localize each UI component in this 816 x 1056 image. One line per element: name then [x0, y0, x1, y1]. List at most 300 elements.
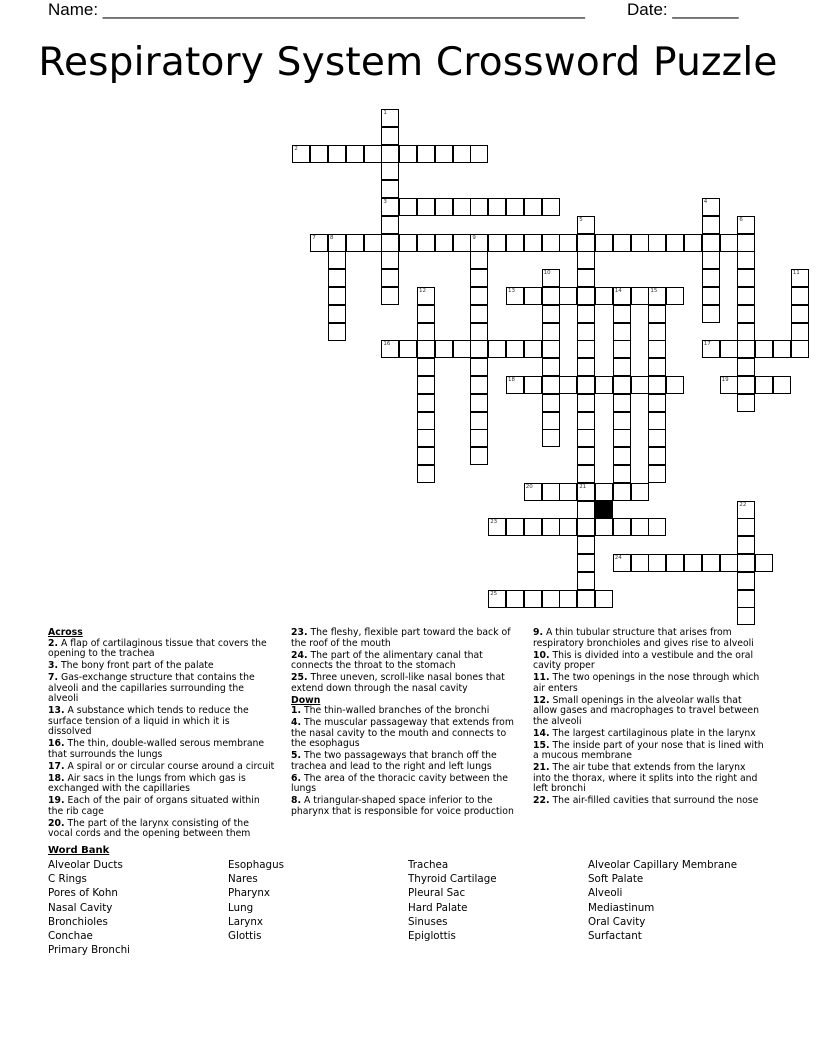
grid-cell[interactable]: [577, 536, 595, 554]
grid-cell[interactable]: [292, 145, 310, 163]
grid-cell[interactable]: [346, 145, 364, 163]
grid-cell[interactable]: [417, 198, 435, 216]
grid-cell[interactable]: [435, 340, 453, 358]
grid-cell[interactable]: [737, 269, 755, 287]
grid-cell[interactable]: [559, 518, 577, 536]
grid-cell[interactable]: [791, 323, 809, 341]
grid-cell[interactable]: [613, 287, 631, 305]
grid-cell[interactable]: [524, 518, 542, 536]
clue-number: 18: [508, 377, 515, 383]
grid-cell[interactable]: [613, 429, 631, 447]
grid-cell[interactable]: [506, 198, 524, 216]
grid-cell[interactable]: [381, 269, 399, 287]
grid-cell[interactable]: [542, 429, 560, 447]
grid-cell[interactable]: [702, 554, 720, 572]
grid-cell[interactable]: [648, 305, 666, 323]
grid-cell[interactable]: [470, 376, 488, 394]
clue-down: 9. A thin tubular structure that arises from respiratory bronchioles and gives rise to alveoli: [533, 627, 754, 649]
grid-cell[interactable]: [364, 145, 382, 163]
clue-number: 21: [579, 483, 587, 490]
grid-cell[interactable]: [613, 554, 631, 572]
grid-cell[interactable]: [524, 590, 542, 608]
clue-down: 14. The largest cartilaginous plate in the larynx: [533, 727, 756, 739]
clues-column-1: [48, 628, 276, 841]
grid-cell[interactable]: [577, 323, 595, 341]
grid-cell[interactable]: [524, 340, 542, 358]
grid-cell[interactable]: [399, 145, 417, 163]
clue-down: 5. The two passageways that branch off the trachea and lead to the right and left lungs: [291, 750, 497, 772]
word-bank-item: Pleural Sac: [408, 887, 466, 900]
grid-cell[interactable]: [542, 412, 560, 430]
grid-cell[interactable]: [381, 180, 399, 198]
grid-cell[interactable]: [417, 358, 435, 376]
grid-cell[interactable]: [595, 287, 613, 305]
grid-cell[interactable]: [666, 234, 684, 252]
page-title: Respiratory System Crossword Puzzle: [38, 40, 778, 85]
grid-cell[interactable]: [328, 145, 346, 163]
grid-cell[interactable]: [364, 234, 382, 252]
clue-number: 19: [721, 377, 729, 383]
grid-cell[interactable]: [310, 234, 328, 252]
word-bank-item: Thyroid Cartilage: [408, 873, 497, 886]
grid-cell[interactable]: [470, 269, 488, 287]
word-bank-item: Surfactant: [588, 930, 642, 943]
grid-cell[interactable]: [613, 518, 631, 536]
grid-cell[interactable]: [524, 198, 542, 216]
grid-cell[interactable]: [417, 145, 435, 163]
grid-cell[interactable]: [310, 145, 328, 163]
grid-cell[interactable]: [737, 323, 755, 341]
grid-cell[interactable]: [470, 429, 488, 447]
word-bank-item: Oral Cavity: [588, 915, 646, 928]
word-bank-item: Nares: [228, 873, 258, 886]
grid-cell[interactable]: [577, 518, 595, 536]
clue-across: 19. Each of the pair of organs situated within the rib cage: [48, 795, 260, 817]
grid-cell[interactable]: [773, 376, 791, 394]
grid-cell[interactable]: [435, 145, 453, 163]
grid-cell[interactable]: [417, 305, 435, 323]
grid-cell[interactable]: [399, 340, 417, 358]
grid-cell[interactable]: [346, 234, 364, 252]
grid-cell[interactable]: [470, 412, 488, 430]
grid-cell[interactable]: [417, 340, 435, 358]
word-bank-item: Epiglottis: [408, 930, 456, 943]
grid-cell[interactable]: [453, 198, 471, 216]
grid-cell[interactable]: [648, 358, 666, 376]
grid-cell[interactable]: [720, 234, 738, 252]
grid-cell[interactable]: [328, 305, 346, 323]
grid-cell[interactable]: [542, 287, 560, 305]
clue-down: 4. The muscular passageway that extends from the nasal cavity to the mouth and connects to the esophagus: [291, 717, 514, 749]
grid-cell[interactable]: [506, 234, 524, 252]
grid-cell[interactable]: [702, 251, 720, 269]
clue-across: 17. A spiral or or circular course around a circuit: [48, 760, 275, 772]
grid-cell[interactable]: [595, 234, 613, 252]
clue-down: 10. This is divided into a vestibule and the oral cavity proper: [533, 649, 754, 671]
grid-cell[interactable]: [631, 518, 649, 536]
grid-cell[interactable]: [577, 287, 595, 305]
word-bank-heading: Word Bank: [48, 845, 110, 856]
clue-number: 15: [650, 288, 658, 294]
grid-cell[interactable]: [577, 447, 595, 465]
grid-cell[interactable]: [577, 590, 595, 608]
grid-cell[interactable]: [470, 394, 488, 412]
grid-cell[interactable]: [577, 554, 595, 572]
grid-cell[interactable]: [666, 554, 684, 572]
grid-cell[interactable]: [648, 518, 666, 536]
grid-cell[interactable]: [648, 376, 666, 394]
grid-cell[interactable]: [328, 234, 346, 252]
grid-cell[interactable]: [542, 590, 560, 608]
grid-cell[interactable]: [381, 216, 399, 234]
word-bank-item: Pharynx: [228, 887, 270, 900]
clues-column-2: [291, 628, 521, 819]
clue-down: 6. The area of the thoracic cavity between the lungs: [291, 772, 508, 794]
grid-cell[interactable]: [577, 465, 595, 483]
grid-cell[interactable]: [648, 323, 666, 341]
grid-cell[interactable]: [577, 269, 595, 287]
grid-cell[interactable]: [381, 287, 399, 305]
grid-cell[interactable]: [559, 234, 577, 252]
grid-cell[interactable]: [684, 234, 702, 252]
grid-cell[interactable]: [737, 305, 755, 323]
clue-across: 2. A flap of cartilaginous tissue that covers the opening to the trachea: [48, 637, 267, 659]
grid-cell[interactable]: [720, 376, 738, 394]
clue-across: 16. The thin, double-walled serous membrane that surrounds the lungs: [48, 738, 265, 760]
clue-across: 20. The part of the larynx consisting of the vocal cords and the opening between them: [48, 817, 251, 839]
clue-number: 11: [792, 270, 800, 277]
grid-cell[interactable]: [613, 234, 631, 252]
clue-number: 6: [739, 216, 743, 223]
grid-cell[interactable]: [737, 607, 755, 625]
grid-cell[interactable]: [542, 198, 560, 216]
grid-cell[interactable]: [381, 109, 399, 127]
grid-cell[interactable]: [559, 376, 577, 394]
grid-cell[interactable]: [470, 305, 488, 323]
grid-cell[interactable]: [417, 447, 435, 465]
word-bank-item: Lung: [228, 901, 254, 914]
grid-cell[interactable]: [417, 429, 435, 447]
grid-cell[interactable]: [542, 234, 560, 252]
grid-cell[interactable]: [613, 358, 631, 376]
grid-cell[interactable]: [613, 483, 631, 501]
grid-cell[interactable]: [417, 412, 435, 430]
grid-cell[interactable]: [577, 412, 595, 430]
grid-cell[interactable]: [506, 340, 524, 358]
grid-cell[interactable]: [648, 340, 666, 358]
grid-cell[interactable]: [720, 554, 738, 572]
word-bank-item: Alveoli: [588, 887, 623, 900]
grid-cell[interactable]: [328, 287, 346, 305]
grid-cell[interactable]: [381, 340, 399, 358]
grid-cell[interactable]: [453, 234, 471, 252]
grid-cell[interactable]: [381, 162, 399, 180]
grid-cell[interactable]: [542, 358, 560, 376]
grid-cell[interactable]: [648, 394, 666, 412]
clue-number: 20: [525, 483, 533, 490]
grid-cell[interactable]: [613, 376, 631, 394]
grid-cell[interactable]: [577, 305, 595, 323]
grid-cell[interactable]: [577, 340, 595, 358]
grid-cell[interactable]: [577, 234, 595, 252]
grid-cell[interactable]: [595, 483, 613, 501]
grid-cell[interactable]: [453, 340, 471, 358]
clue-across: 7. Gas-exchange structure that contains the alveoli and the capillaries surrounding the alveoli: [48, 672, 255, 704]
word-bank-item: Pores of Kohn: [48, 887, 118, 900]
grid-cell[interactable]: [524, 376, 542, 394]
grid-cell[interactable]: [631, 287, 649, 305]
grid-cell[interactable]: [755, 376, 773, 394]
grid-cell[interactable]: [773, 340, 791, 358]
grid-cell[interactable]: [666, 376, 684, 394]
grid-cell[interactable]: [470, 198, 488, 216]
clue-number: 9: [472, 234, 476, 241]
grid-cell[interactable]: [577, 216, 595, 234]
grid-cell[interactable]: [417, 394, 435, 412]
word-bank-item: Primary Bronchi: [48, 944, 131, 957]
grid-cell[interactable]: [577, 394, 595, 412]
clue-number: 5: [579, 216, 583, 223]
grid-cell[interactable]: [328, 323, 346, 341]
clue-number: 24: [614, 555, 622, 561]
grid-cell[interactable]: [542, 394, 560, 412]
grid-cell[interactable]: [702, 216, 720, 234]
clues-column-3: [533, 628, 765, 808]
clue-across: 18. Air sacs in the lungs from which gas is exchanged with the capillaries: [48, 772, 246, 794]
clue-down: 21. The air tube that extends from the larynx into the thorax, where it splits into the right and left bronchi: [533, 762, 758, 794]
grid-cell[interactable]: [702, 234, 720, 252]
grid-cell[interactable]: [737, 234, 755, 252]
grid-cell[interactable]: [381, 234, 399, 252]
word-bank-column-3: [408, 858, 497, 943]
grid-cell[interactable]: [506, 287, 524, 305]
grid-cell[interactable]: [702, 269, 720, 287]
word-bank-item: Bronchioles: [48, 915, 108, 928]
grid-cell[interactable]: [791, 287, 809, 305]
clue-number: 23: [490, 519, 498, 526]
grid-cell[interactable]: [648, 234, 666, 252]
grid-cell[interactable]: [613, 305, 631, 323]
grid-cell[interactable]: [453, 145, 471, 163]
clue-down: 22. The air-filled cavities that surround the nose: [533, 795, 759, 806]
name-field[interactable]: Name: ___________________________________________________: [48, 0, 585, 19]
grid-cell[interactable]: [702, 287, 720, 305]
grid-cell[interactable]: [435, 234, 453, 252]
clue-down: 15. The inside part of your nose that is lined with a mucous membrane: [533, 739, 764, 761]
grid-cell[interactable]: [702, 340, 720, 358]
grid-cell[interactable]: [417, 465, 435, 483]
grid-cell[interactable]: [559, 483, 577, 501]
grid-cell[interactable]: [470, 358, 488, 376]
grid-cell[interactable]: [737, 287, 755, 305]
grid-cell[interactable]: [631, 234, 649, 252]
grid-cell[interactable]: [648, 412, 666, 430]
grid-cell[interactable]: [542, 269, 560, 287]
grid-cell[interactable]: [737, 251, 755, 269]
word-bank-column-4: [588, 858, 737, 943]
clue-across: 13. A substance which tends to reduce the surface tension of a liquid in which it is dissolved: [48, 705, 249, 737]
word-bank-item: Mediastinum: [588, 901, 655, 914]
word-bank-item: Hard Palate: [408, 901, 468, 914]
clue-number: 8: [330, 234, 334, 241]
clue-across: 25. Three uneven, scroll-like nasal bones that extend down through the nasal cavity: [291, 672, 505, 694]
grid-cell[interactable]: [542, 340, 560, 358]
grid-cell[interactable]: [381, 198, 399, 216]
grid-cell[interactable]: [559, 590, 577, 608]
grid-cell[interactable]: [577, 429, 595, 447]
grid-black-cell: [595, 501, 613, 519]
grid-cell[interactable]: [737, 501, 755, 519]
word-bank-item: Alveolar Capillary Membrane: [588, 859, 738, 871]
across-heading: Across: [48, 627, 83, 638]
clue-number: 10: [543, 270, 551, 277]
grid-cell[interactable]: [702, 305, 720, 323]
grid-cell[interactable]: [613, 465, 631, 483]
grid-cell[interactable]: [417, 287, 435, 305]
word-bank-item: Soft Palate: [588, 873, 644, 886]
grid-cell[interactable]: [791, 305, 809, 323]
word-bank-item: Larynx: [228, 915, 263, 928]
grid-cell[interactable]: [648, 447, 666, 465]
clue-down: 12. Small openings in the alveolar walls that allow gases and macrophages to travel between the alveoli: [533, 694, 760, 727]
grid-cell[interactable]: [648, 465, 666, 483]
clue-across: 24. The part of the alimentary canal that connects the throat to the stomach: [291, 649, 483, 671]
grid-cell[interactable]: [577, 251, 595, 269]
grid-cell[interactable]: [577, 483, 595, 501]
word-bank-item: Sinuses: [408, 915, 448, 928]
clue-number: 13: [508, 288, 515, 294]
grid-cell[interactable]: [559, 287, 577, 305]
clue-number: 1: [383, 110, 387, 116]
grid-cell[interactable]: [577, 376, 595, 394]
grid-cell[interactable]: [470, 323, 488, 341]
grid-cell[interactable]: [631, 483, 649, 501]
grid-cell[interactable]: [755, 340, 773, 358]
grid-cell[interactable]: [613, 394, 631, 412]
grid-cell[interactable]: [524, 234, 542, 252]
grid-cell[interactable]: [648, 429, 666, 447]
clue-number: 2: [294, 145, 298, 152]
word-bank-item: Glottis: [228, 930, 262, 943]
grid-cell[interactable]: [737, 572, 755, 590]
grid-cell[interactable]: [737, 536, 755, 554]
grid-cell[interactable]: [542, 483, 560, 501]
grid-cell[interactable]: [613, 447, 631, 465]
grid-cell[interactable]: [381, 251, 399, 269]
grid-cell[interactable]: [399, 234, 417, 252]
grid-cell[interactable]: [755, 554, 773, 572]
grid-cell[interactable]: [702, 198, 720, 216]
grid-cell[interactable]: [631, 554, 649, 572]
date-field[interactable]: Date: _______: [627, 0, 739, 19]
grid-cell[interactable]: [506, 376, 524, 394]
grid-cell[interactable]: [666, 287, 684, 305]
grid-cell[interactable]: [417, 376, 435, 394]
grid-cell[interactable]: [613, 323, 631, 341]
grid-cell[interactable]: [577, 501, 595, 519]
word-bank-item: C Rings: [48, 873, 87, 886]
grid-cell[interactable]: [542, 376, 560, 394]
grid-cell[interactable]: [488, 198, 506, 216]
grid-cell[interactable]: [470, 251, 488, 269]
grid-cell[interactable]: [381, 145, 399, 163]
grid-cell[interactable]: [595, 376, 613, 394]
grid-cell[interactable]: [488, 234, 506, 252]
grid-cell[interactable]: [737, 394, 755, 412]
word-bank-column-1: [48, 858, 130, 957]
grid-cell[interactable]: [417, 234, 435, 252]
grid-cell[interactable]: [577, 572, 595, 590]
grid-cell[interactable]: [737, 358, 755, 376]
clue-number: 12: [419, 288, 426, 294]
grid-cell[interactable]: [381, 127, 399, 145]
grid-cell[interactable]: [595, 590, 613, 608]
grid-cell[interactable]: [488, 590, 506, 608]
grid-cell[interactable]: [631, 376, 649, 394]
grid-cell[interactable]: [648, 554, 666, 572]
grid-cell[interactable]: [399, 198, 417, 216]
grid-cell[interactable]: [470, 340, 488, 358]
grid-cell[interactable]: [684, 554, 702, 572]
grid-cell[interactable]: [791, 340, 809, 358]
grid-cell[interactable]: [470, 145, 488, 163]
grid-cell[interactable]: [506, 590, 524, 608]
grid-cell[interactable]: [613, 412, 631, 430]
grid-cell[interactable]: [791, 269, 809, 287]
grid-cell[interactable]: [524, 483, 542, 501]
grid-cell[interactable]: [488, 518, 506, 536]
word-bank-item: Trachea: [408, 859, 449, 871]
grid-cell[interactable]: [328, 251, 346, 269]
grid-cell[interactable]: [737, 376, 755, 394]
grid-cell[interactable]: [720, 340, 738, 358]
grid-cell[interactable]: [470, 287, 488, 305]
down-heading: Down: [291, 694, 321, 706]
clue-number: 17: [703, 341, 711, 348]
grid-cell[interactable]: [737, 340, 755, 358]
grid-cell[interactable]: [506, 518, 524, 536]
grid-cell[interactable]: [737, 216, 755, 234]
grid-cell[interactable]: [328, 269, 346, 287]
grid-cell[interactable]: [737, 518, 755, 536]
grid-cell[interactable]: [524, 287, 542, 305]
word-bank-item: Alveolar Ducts: [48, 859, 123, 871]
clue-number: 25: [490, 590, 498, 597]
clue-across: 3. The bony front part of the palate: [48, 660, 214, 671]
clue-number: 14: [614, 288, 622, 294]
grid-cell[interactable]: [542, 518, 560, 536]
grid-cell[interactable]: [737, 590, 755, 608]
clue-down: 1. The thin-walled branches of the bronchi: [291, 705, 490, 716]
grid-cell[interactable]: [417, 323, 435, 341]
clue-number: 4: [703, 199, 708, 205]
word-bank-item: Esophagus: [228, 859, 284, 871]
grid-cell[interactable]: [488, 340, 506, 358]
grid-cell[interactable]: [542, 305, 560, 323]
clue-down: 11. The two openings in the nose through which air enters: [533, 672, 760, 694]
grid-cell[interactable]: [577, 358, 595, 376]
grid-cell[interactable]: [470, 234, 488, 252]
clue-number: 16: [383, 341, 391, 348]
grid-cell[interactable]: [737, 554, 755, 572]
grid-cell[interactable]: [470, 447, 488, 465]
grid-cell[interactable]: [595, 518, 613, 536]
grid-cell[interactable]: [613, 340, 631, 358]
grid-cell[interactable]: [542, 323, 560, 341]
grid-cell[interactable]: [435, 198, 453, 216]
clue-down: 8. A triangular-shaped space inferior to the pharynx that is responsible for voice production: [291, 795, 514, 817]
grid-cell[interactable]: [648, 287, 666, 305]
